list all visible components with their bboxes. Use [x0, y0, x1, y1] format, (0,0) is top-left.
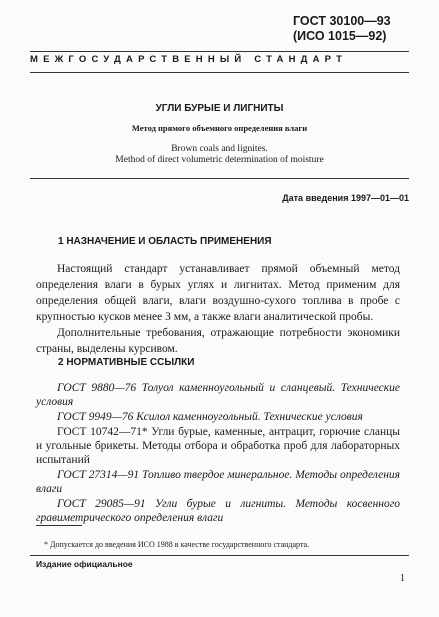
reference-item	[36, 468, 400, 496]
english-title-line2: Method of direct volumetric determination of moisture	[115, 155, 324, 165]
reference-text: Ксилол каменноугольный. Технические условия	[133, 411, 363, 423]
reference-text: Толуол каменноугольный и сланцевый. Технические условия	[36, 382, 400, 408]
section-1-body	[36, 261, 400, 357]
document-title: УГЛИ БУРЫЕ И ЛИГНИТЫ	[155, 103, 284, 114]
designation-iso: (ИСО 1015—92)	[293, 29, 387, 43]
footnote: * Допускается до введения ИСО 1988 в качестве государственного стандарта.	[44, 540, 310, 549]
reference-item	[36, 497, 400, 525]
header-rule-lower	[30, 72, 409, 73]
interstate-standard-label: МЕЖГОСУДАРСТВЕННЫЙ СТАНДАРТ	[30, 54, 348, 65]
official-edition-label: Издание официальное	[36, 559, 133, 569]
reference-code: ГОСТ 9949—76	[57, 411, 134, 423]
footer-rule	[30, 555, 409, 556]
reference-code: ГОСТ 10742—71*	[57, 426, 148, 438]
reference-item	[36, 381, 400, 409]
page-number: 1	[400, 573, 405, 584]
reference-text: Угли бурые, каменные, антрацит, горючие сланцы и угольные брикеты. Методы отбора и обработка проб для лабораторных испытаний	[36, 426, 400, 466]
standard-designation	[231, 14, 401, 44]
reference-item	[36, 410, 400, 424]
references-list	[36, 381, 400, 526]
reference-text: Угли бурые и лигниты. Методы косвенного гравиметрического определения влаги	[36, 498, 400, 524]
designation-gost: ГОСТ 30100—93	[293, 14, 391, 28]
footnote-rule	[36, 525, 82, 526]
reference-text: Топливо твердое минеральное. Методы определения влаги	[36, 469, 401, 495]
reference-code: ГОСТ 9880—76	[57, 382, 137, 394]
introduction-date: Дата введения 1997—01—01	[282, 193, 409, 203]
reference-code: ГОСТ 29085—91	[57, 498, 146, 510]
reference-code: ГОСТ 27314—91	[57, 469, 140, 481]
english-title-line1: Brown coals and lignites.	[171, 144, 268, 154]
document-subtitle: Метод прямого объемного определения влаги	[131, 123, 308, 133]
reference-item	[36, 425, 400, 467]
date-rule	[30, 178, 409, 179]
section-1-paragraph-1: Настоящий стандарт устанавливает прямой объемный метод определения влаги в бурых углях и лигнитах. Метод применим для определения общей влаги, влаги воздушно-сухого топлива в пробе с крупностью кусков менее 3 мм, а также влаги аналитической пробы.	[36, 263, 400, 323]
section-2-heading: 2 НОРМАТИВНЫЕ ССЫЛКИ	[58, 357, 195, 368]
section-1-heading: 1 НАЗНАЧЕНИЕ И ОБЛАСТЬ ПРИМЕНЕНИЯ	[58, 236, 272, 247]
english-title	[0, 144, 439, 166]
header-rule	[30, 51, 409, 52]
section-1-paragraph-2: Дополнительные требования, отражающие потребности экономики страны, выделены курсивом.	[36, 327, 400, 355]
